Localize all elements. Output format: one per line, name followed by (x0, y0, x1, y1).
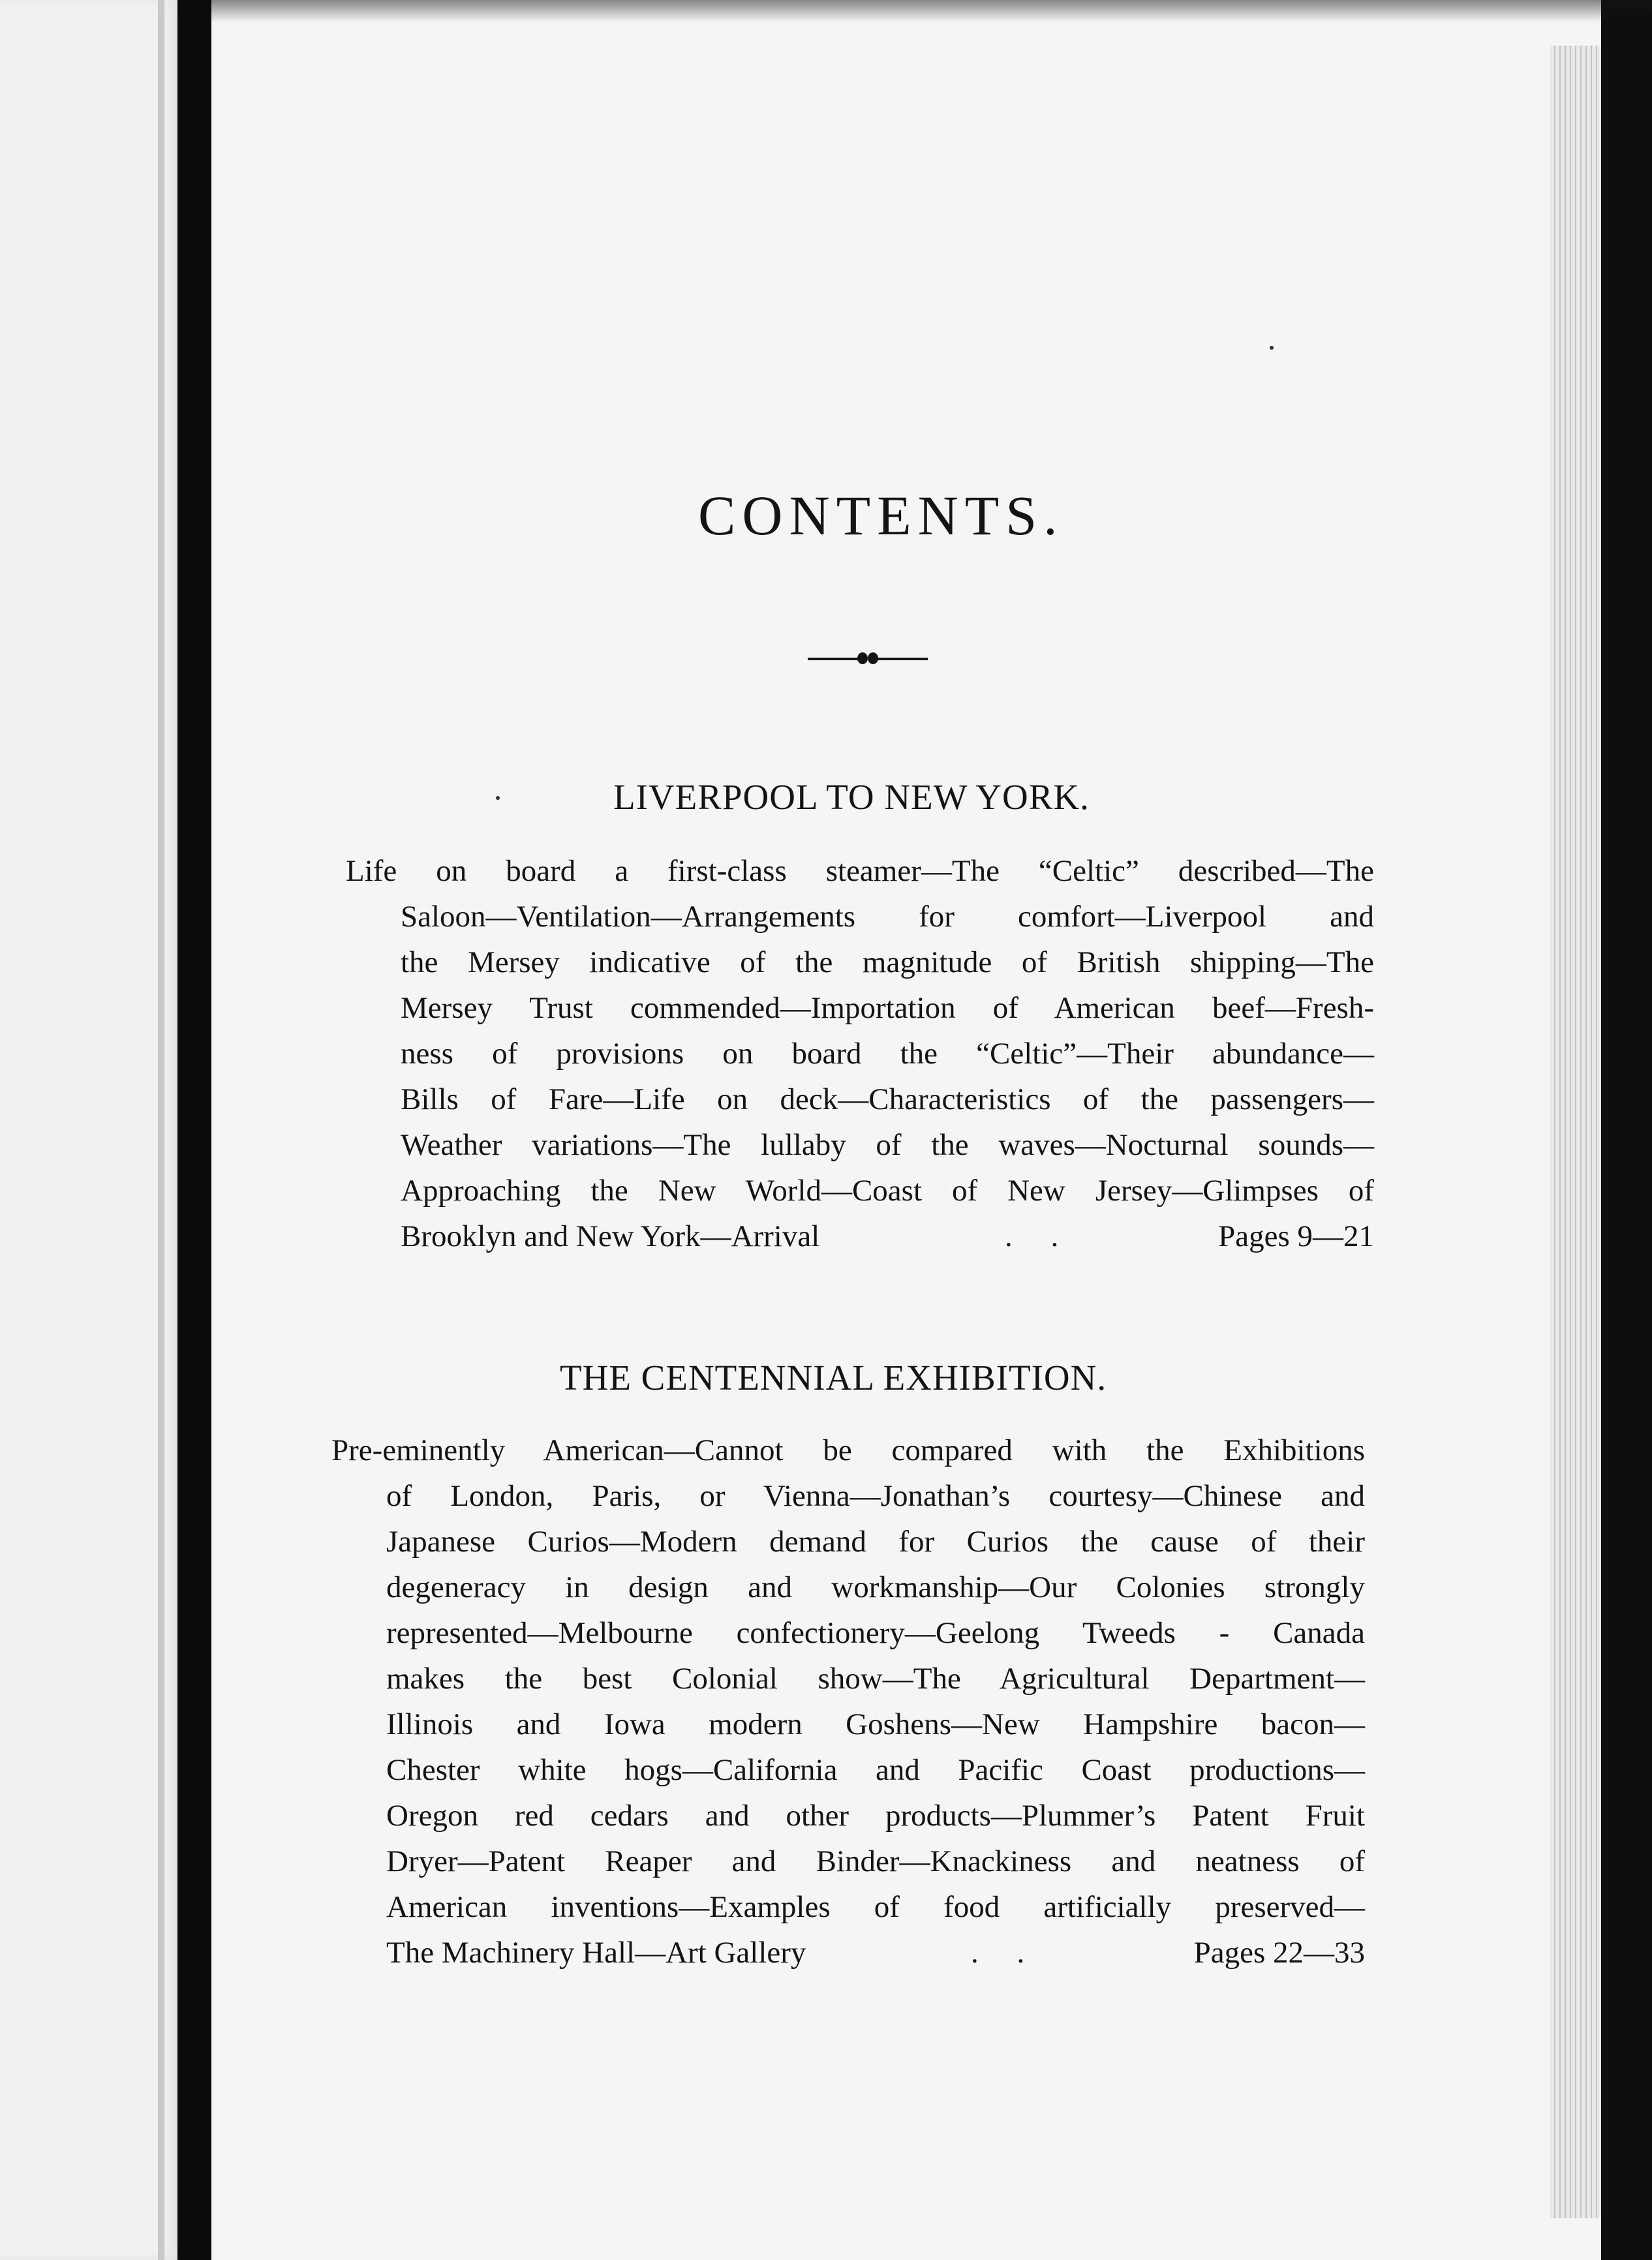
section-summary-liverpool (346, 848, 1374, 1259)
facing-page-edge (158, 0, 164, 2260)
summary-line: Weather variations—The lullaby of the waves—Nocturnal sounds— (401, 1128, 1374, 1162)
summary-line: degeneracy in design and workmanship—Our Colonies strongly (386, 1570, 1365, 1604)
ornamental-rule (808, 646, 928, 672)
summary-line: makes the best Colonial show—The Agricultural Department— (386, 1662, 1365, 1696)
summary-line: Saloon—Ventilation—Arrangements for comfort—Liverpool and (401, 900, 1374, 934)
dot-leader: . . (1005, 1219, 1059, 1253)
ornament-dot (857, 652, 868, 664)
summary-line: Japanese Curios—Modern demand for Curios the cause of their (386, 1525, 1365, 1559)
print-speck (496, 796, 500, 800)
facing-page (0, 0, 177, 2260)
scan-border-right (1601, 0, 1652, 2260)
summary-line: Life on board a first-class steamer—The “Celtic” described—The (346, 854, 1374, 888)
summary-line: Dryer—Patent Reaper and Binder—Knackiness and neatness of (386, 1844, 1365, 1878)
summary-line: Illinois and Iowa modern Goshens—New Hampshire bacon— (386, 1707, 1365, 1741)
ornament-rule-right (876, 658, 928, 660)
summary-last-line (331, 1930, 1365, 1976)
summary-line: ness of provisions on board the “Celtic”—Their abundance— (401, 1037, 1374, 1071)
summary-line: Chester white hogs—California and Pacific Coast productions— (386, 1753, 1365, 1787)
summary-line: American inventions—Examples of food artificially preserved— (386, 1890, 1365, 1924)
summary-line: the Mersey indicative of the magnitude of British shipping—The (401, 945, 1374, 979)
ornament-rule-left (808, 658, 860, 660)
summary-line: of London, Paris, or Vienna—Jonathan’s courtesy—Chinese and (386, 1479, 1365, 1513)
page-range: Pages 9—21 (1218, 1219, 1374, 1253)
page-stack-edge (1550, 46, 1601, 2218)
scan-border-top (211, 0, 1652, 22)
summary-line: Mersey Trust commended—Importation of American beef—Fresh- (401, 991, 1374, 1025)
summary-line: Bills of Fare—Life on deck—Characteristics of the passengers— (401, 1082, 1374, 1116)
summary-line: Oregon red cedars and other products—Plummer’s Patent Fruit (386, 1799, 1365, 1833)
book-gutter (177, 0, 211, 2260)
summary-line: Brooklyn and New York—Arrival (401, 1219, 820, 1253)
summary-line: Pre-eminently American—Cannot be compared with the Exhibitions (331, 1433, 1365, 1467)
summary-line: The Machinery Hall—Art Gallery (386, 1936, 806, 1970)
section-heading-liverpool: LIVERPOOL TO NEW YORK. (613, 777, 1090, 817)
section-summary-centennial (331, 1428, 1365, 1976)
summary-line: Approaching the New World—Coast of New Jersey—Glimpses of (401, 1174, 1374, 1208)
summary-last-line (346, 1214, 1374, 1259)
print-speck (1270, 346, 1274, 350)
page-title: CONTENTS. (698, 484, 1064, 547)
section-heading-centennial: THE CENTENNIAL EXHIBITION. (560, 1358, 1107, 1397)
page-range: Pages 22—33 (1193, 1936, 1365, 1970)
dot-leader: . . (971, 1936, 1025, 1970)
summary-line: represented—Melbourne confectionery—Geelong Tweeds - Canada (386, 1616, 1365, 1650)
